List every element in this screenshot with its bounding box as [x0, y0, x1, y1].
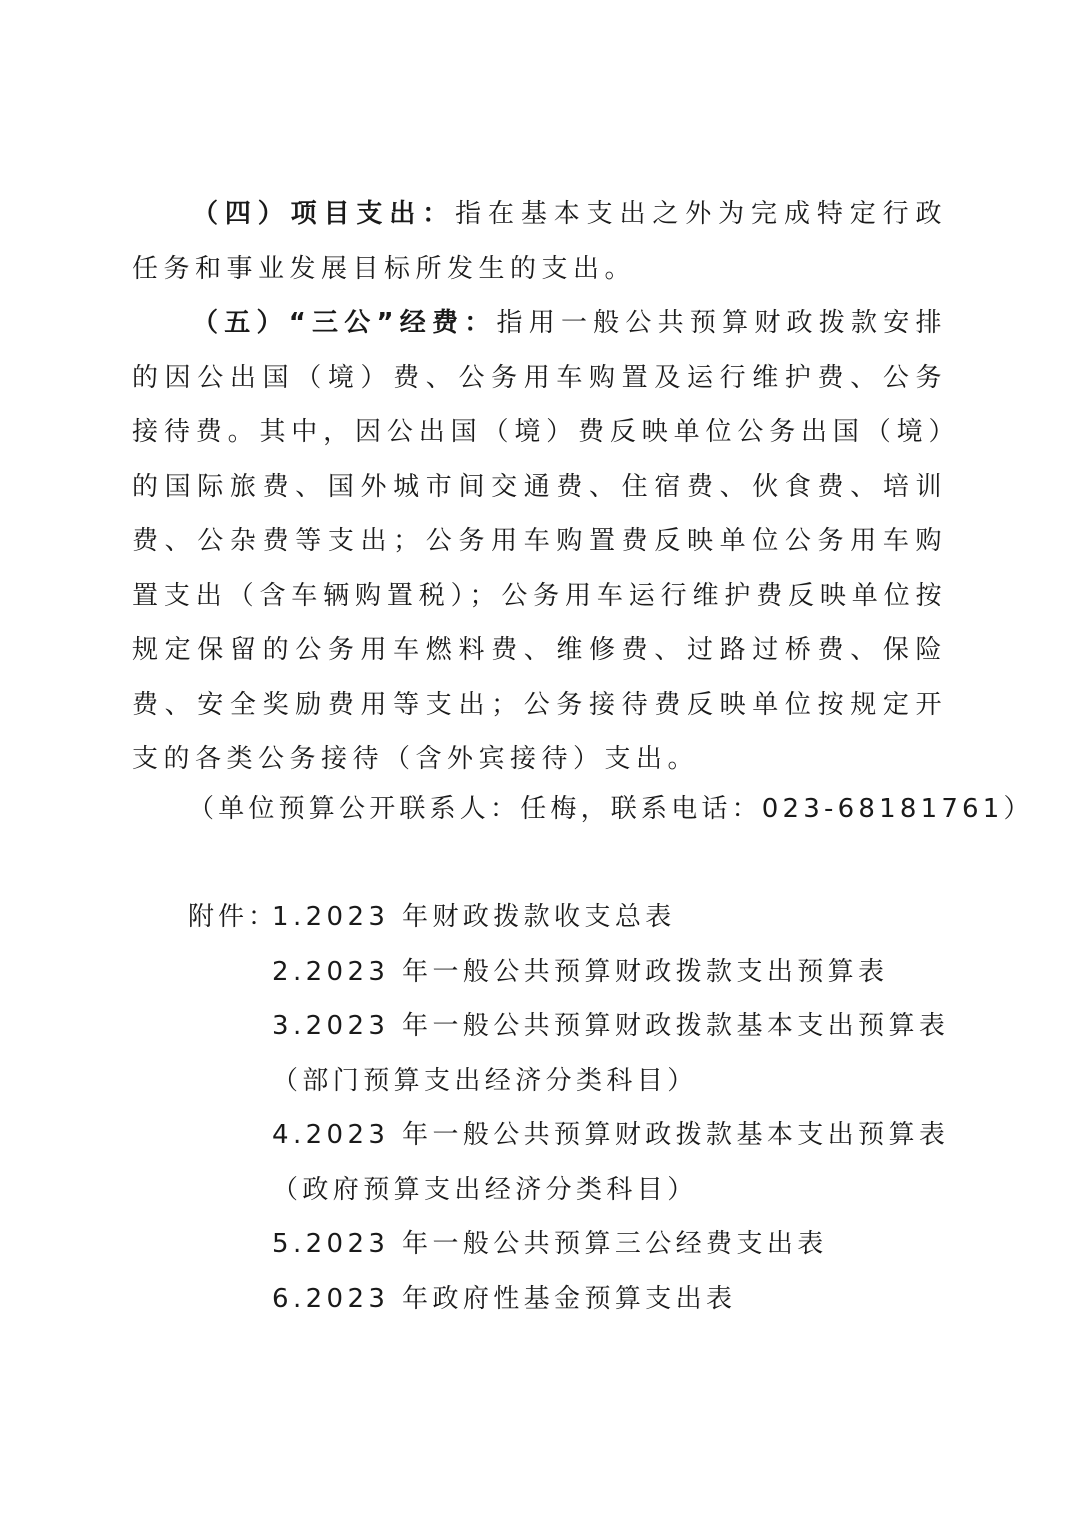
attachment-item-note: （政府预算支出经济分类科目）: [272, 1174, 698, 1205]
attachment-item: 5.2023 年一般公共预算三公经费支出表: [272, 1229, 828, 1259]
attachments-list: [272, 890, 949, 1326]
attachment-item: 1.2023 年财政拨款收支总表: [272, 902, 676, 932]
attachment-item: 4.2023 年一般公共预算财政拨款基本支出预算表: [272, 1120, 950, 1150]
attachment-item: 2.2023 年一般公共预算财政拨款支出预算表: [272, 956, 889, 987]
contact-info: （单位预算公开联系人：任梅，联系电话：023-68181761）: [188, 794, 1034, 824]
attachment-item-note: （部门预算支出经济分类科目）: [272, 1065, 698, 1096]
attachment-item: 3.2023 年一般公共预算财政拨款基本支出预算表: [272, 1011, 950, 1041]
paragraph-three-public-expenses: [132, 296, 947, 787]
paragraph-project-expenditure: [132, 187, 947, 296]
paragraph-text: 指在基本支出之外为完成特定行政任务和事业发展目标所发生的支出。: [132, 199, 947, 284]
paragraph-text: 指用一般公共预算财政拨款安排的因公出国（境）费、公务用车购置及运行维护费、公务接待费。其中，因公出国（境）费反映单位公务出国（境）的国际旅费、国外城市间交通费、住宿费、伙食费、培训费、公杂费等支出；公务用车购置费反映单位公务用车购置支出（含车辆购置税）；公务用车运行维护费反映单位按规定保留的公务用车燃料费、维修费、过路过桥费、保险费、安全奖励费用等支出；公务接待费反映单位按规定开支的各类公务接待（含外宾接待）支出。: [132, 308, 947, 774]
attachments-label: 附件：: [188, 902, 279, 932]
attachment-item: 6.2023 年政府性基金预算支出表: [272, 1283, 737, 1314]
paragraph-heading: （四）项目支出：: [192, 199, 456, 229]
paragraph-heading: （五）“三公”经费：: [192, 308, 497, 338]
